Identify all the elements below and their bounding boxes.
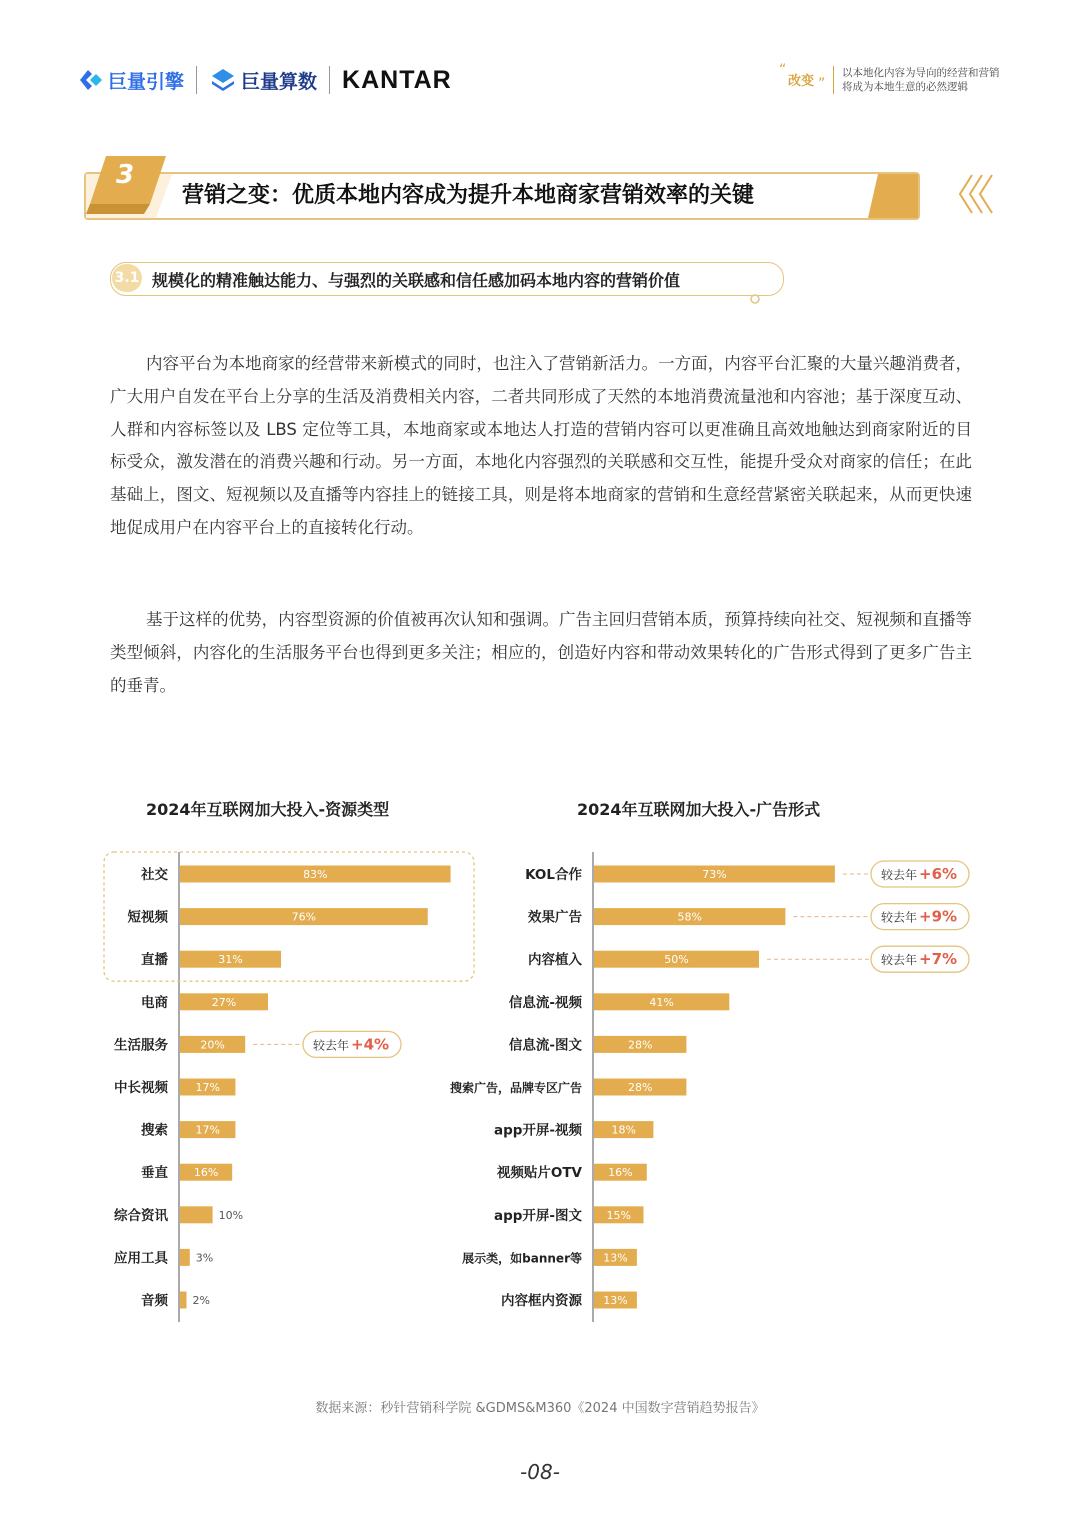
chart1-value-label: 31% xyxy=(218,953,243,967)
juliang-suanshu-icon xyxy=(209,66,237,94)
chart2-category-label: app开屏-视频 xyxy=(493,1122,582,1139)
annotation-prefix: 较去年 xyxy=(881,953,918,968)
logo-divider xyxy=(196,66,197,94)
chart2-value-label: 16% xyxy=(608,1166,633,1180)
chart1-category-label: 音频 xyxy=(141,1293,168,1309)
logo-kantar: KANTAR xyxy=(342,65,452,94)
chart1-category-label: 综合资讯 xyxy=(114,1207,168,1224)
chart1-value-label: 3% xyxy=(195,1251,214,1265)
chart1-category-label: 垂直 xyxy=(141,1165,168,1182)
chart2-category-label: app开屏-图文 xyxy=(493,1207,582,1224)
annotation-change: +9% xyxy=(919,907,958,926)
header-logos xyxy=(76,62,452,98)
annotation-change: +4% xyxy=(351,1035,390,1054)
chart2-value-label: 15% xyxy=(606,1208,631,1222)
quote-open-icon: “ xyxy=(779,62,787,78)
chart2-category-label: 展示类，如banner等 xyxy=(462,1251,582,1266)
chart1-value-label: 17% xyxy=(195,1081,220,1094)
section-title: 营销之变：优质本地内容成为提升本地商家营销效率的关键 xyxy=(182,183,755,208)
chart2-category-label: 信息流-图文 xyxy=(508,1037,582,1054)
chart2-value-label: 50% xyxy=(664,953,689,967)
chart1-category-label: 生活服务 xyxy=(114,1037,168,1054)
chart1-category-label: 搜索 xyxy=(141,1122,168,1139)
chart2-value-label: 13% xyxy=(603,1251,628,1265)
chart2-title: 2024年互联网加大投入-广告形式 xyxy=(577,800,821,819)
chart1-category-label: 中长视频 xyxy=(114,1080,168,1096)
chart2-category-label: 视频贴片OTV xyxy=(496,1165,582,1182)
chart2-value-label: 41% xyxy=(649,995,674,1009)
chart2-category-label: KOL合作 xyxy=(525,867,582,883)
pill-dot-icon xyxy=(748,292,762,306)
chart1-category-label: 社交 xyxy=(141,867,168,883)
annotation-text xyxy=(881,950,957,968)
chart1-value-label: 10% xyxy=(218,1208,244,1222)
chart1-bar xyxy=(180,1206,213,1223)
chart2-category-label: 搜索广告，品牌专区广告 xyxy=(449,1081,582,1095)
chart1-category-label: 短视频 xyxy=(127,909,168,926)
chart1-bar xyxy=(180,1292,187,1309)
annotation-text xyxy=(313,1035,389,1053)
header-tagline xyxy=(842,66,1000,94)
chart1-value-label: 2% xyxy=(192,1294,210,1307)
logo-juliang-engine-text: 巨量引擎 xyxy=(108,70,185,93)
logo-juliang-suanshu-text: 巨量算数 xyxy=(241,70,318,93)
annotation-change: +6% xyxy=(919,865,958,883)
chart1-value-label: 76% xyxy=(291,910,317,924)
chart1-value-label: 27% xyxy=(211,995,237,1009)
chart2-value-label: 73% xyxy=(702,868,727,881)
chart2-category-label: 内容植入 xyxy=(528,952,582,969)
body-paragraph-2: 基于这样的优势，内容型资源的价值被再次认知和强调。广告主回归营销本质，预算持续向社交、短视频和直播等类型倾斜，内容化的生活服务平台也得到更多关注；相应的，创造好内容和带动效果转化的广告形式得到了更多广告主的垂青。 xyxy=(110,610,972,695)
chart2-value-label: 18% xyxy=(611,1123,636,1137)
subsection-title: 规模化的精准触达能力、与强烈的关联感和信任感加码本地内容的营销价值 xyxy=(152,271,681,290)
chart1-category-label: 应用工具 xyxy=(114,1250,168,1267)
chart2-value-label: 13% xyxy=(603,1294,628,1307)
chart2-value-label: 28% xyxy=(627,1081,653,1094)
chevrons-left-icon xyxy=(958,173,998,215)
header-tagline-line2: 将成为本地生意的必然逻辑 xyxy=(842,81,968,93)
chart2-category-label: 效果广告 xyxy=(528,909,582,926)
logo-juliang-engine xyxy=(76,66,184,94)
data-source: 数据来源：秒针营销科学院 &GDMS&M360《2024 中国数字营销趋势报告》 xyxy=(315,1401,765,1416)
body-paragraph-1: 内容平台为本地商家的经营带来新模式的同时，也注入了营销新活力。一方面，内容平台汇聚的大量兴趣消费者，广大用户自发在平台上分享的生活及消费相关内容，二者共同形成了天然的本地消费流量池和内容池；基于深度互动、人群和内容标签以及 LBS 定位等工具，本地商家或本地达人打造的营销内容可以更准确且高效地触达到商家附近的目标受众，激发潜在的消费兴趣和行动。另一方面，本地化内容强烈的关联感和交互性，能提升受众对商家的信任；在此基础上，图文、短视频以及直播等内容挂上的链接工具，则是将本地商家的营销和生意经营紧密关联起来，从而更快速地促成用户在内容平台上的直接转化行动。 xyxy=(110,354,972,537)
annotation-change: +7% xyxy=(919,950,958,969)
logo-divider xyxy=(329,66,330,94)
header-tag-divider xyxy=(833,66,834,94)
section-number: 3 xyxy=(116,160,135,190)
chart2-value-label: 28% xyxy=(627,1038,653,1052)
chart2-category-label: 信息流-视频 xyxy=(508,994,582,1011)
annotation-prefix: 较去年 xyxy=(881,868,918,882)
chart1-value-label: 17% xyxy=(195,1123,220,1137)
annotation-prefix: 较去年 xyxy=(313,1038,350,1053)
chart1-category-label: 电商 xyxy=(141,994,168,1011)
header-tagline-line1: 以本地化内容为导向的经营和营销 xyxy=(842,67,1000,79)
chart1-value-label: 16% xyxy=(193,1166,219,1180)
chart2-category-label: 内容框内资源 xyxy=(501,1293,582,1309)
header-tag-word: 改变 xyxy=(788,74,815,89)
annotation-text xyxy=(881,865,957,883)
charts-area xyxy=(0,840,1080,1330)
juliang-engine-icon xyxy=(76,66,104,94)
annotation-text xyxy=(881,908,957,926)
chart1-title: 2024年互联网加大投入-资源类型 xyxy=(146,800,390,819)
annotation-prefix: 较去年 xyxy=(881,910,918,925)
chart1-value-label: 20% xyxy=(200,1038,225,1052)
chart1-category-label: 直播 xyxy=(141,952,168,969)
logo-juliang-suanshu xyxy=(209,66,317,94)
subsection-number: 3.1 xyxy=(112,264,142,292)
chart1-bar xyxy=(180,1249,190,1266)
chart2-value-label: 58% xyxy=(677,910,702,924)
chart1-value-label: 83% xyxy=(303,868,328,881)
page-number: -08- xyxy=(520,1460,560,1484)
quote-close-icon: ” xyxy=(818,76,826,92)
